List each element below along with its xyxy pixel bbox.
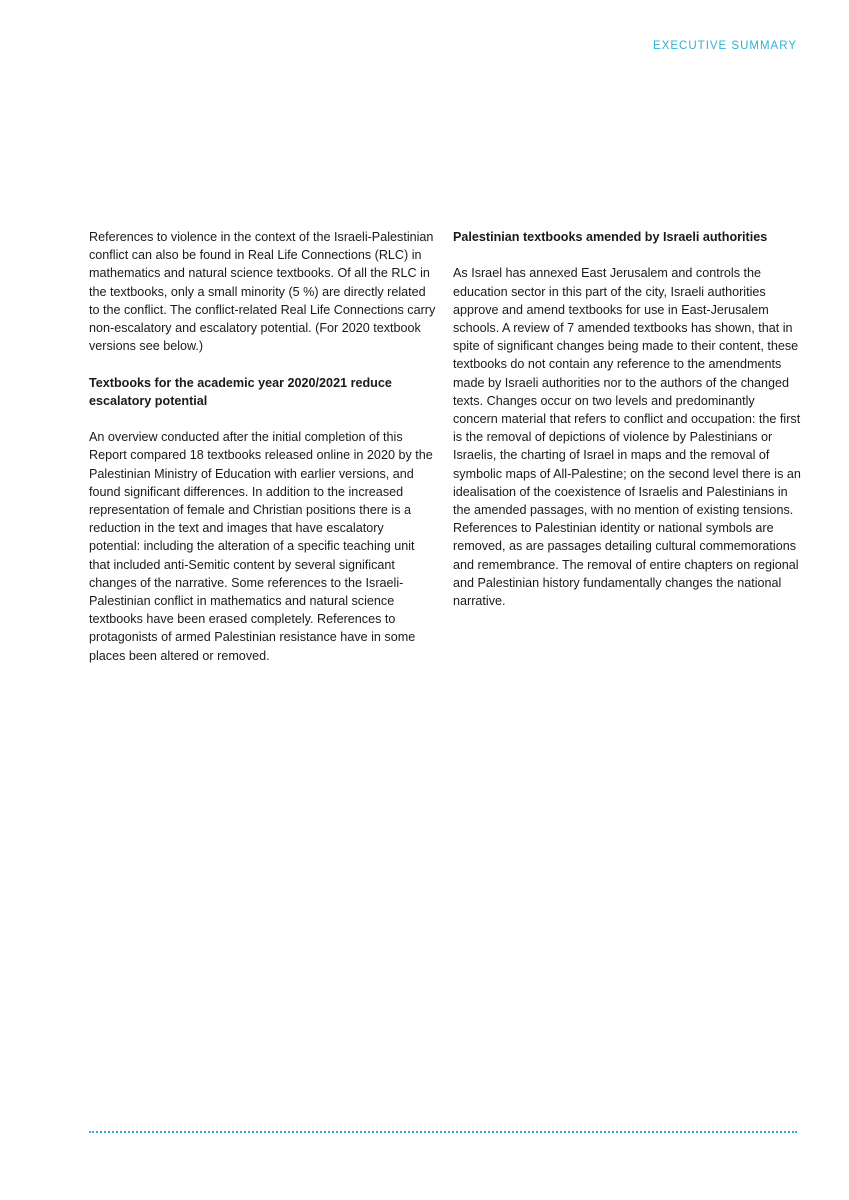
footer-dotted-rule <box>89 1131 797 1133</box>
intro-paragraph: References to violence in the context of the Israeli-Palestinian conflict can also be found in Real Life Connections (RLC) in mathematics and natural science textbooks. Of all the RLC in the textbooks, only a small minority (5 %) are directly related to the conflict. The conflict-related Real Life Connections carry non-escalatory and escalatory potential. (For 2020 textbook versions see below.) <box>89 230 436 354</box>
section-heading-2020-textbooks: Textbooks for the academic year 2020/2021 reduce escalatory potential <box>89 375 392 408</box>
body-paragraph-2020-textbooks: An overview conducted after the initial completion of this Report compared 18 textbooks released online in 2020 by the Palestinian Ministry of Education with earlier versions, and found significant differences. In addition to the increased representation of female and Christian positions there is a reduction in the text and images that have escalatory potential: including the alteration of a specific teaching unit that included anti-Semitic content by several significant changes of the narrative. Some references to the Israeli-Palestinian conflict in mathematics and natural science textbooks have been erased completely. References to protagonists of armed Palestinian resistance have in some places been altered or removed. <box>89 430 433 663</box>
left-column <box>89 228 437 683</box>
section-heading-amended-textbooks: Palestinian textbooks amended by Israeli authorities <box>453 230 768 244</box>
right-column <box>453 228 801 628</box>
body-paragraph-amended-textbooks: As Israel has annexed East Jerusalem and controls the education sector in this part of the city, Israeli authorities approve and amend textbooks for use in East-Jerusalem schools. A review of 7 amended textbooks has shown, that in spite of significant changes being made to their content, these textbooks do not contain any reference to the amendments made by Israeli authorities nor to the authors of the changed texts. Changes occur on two levels and predominantly concern material that refers to conflict and occupation: the first is the removal of depictions of violence by Palestinians or Israelis, the charting of Israel in maps and the removal of symbolic maps of All-Palestine; on the second level there is an idealisation of the coexistence of Israelis and Palestinians in the amended passages, with no mention of existing tensions. References to Palestinian identity or national symbols are removed, as are passages detailing cultural commemorations and remembrance. The removal of entire chapters on regional and Palestinian history fundamentally changes the national narrative. <box>453 266 801 609</box>
running-header-section-label: EXECUTIVE SUMMARY <box>653 40 797 52</box>
